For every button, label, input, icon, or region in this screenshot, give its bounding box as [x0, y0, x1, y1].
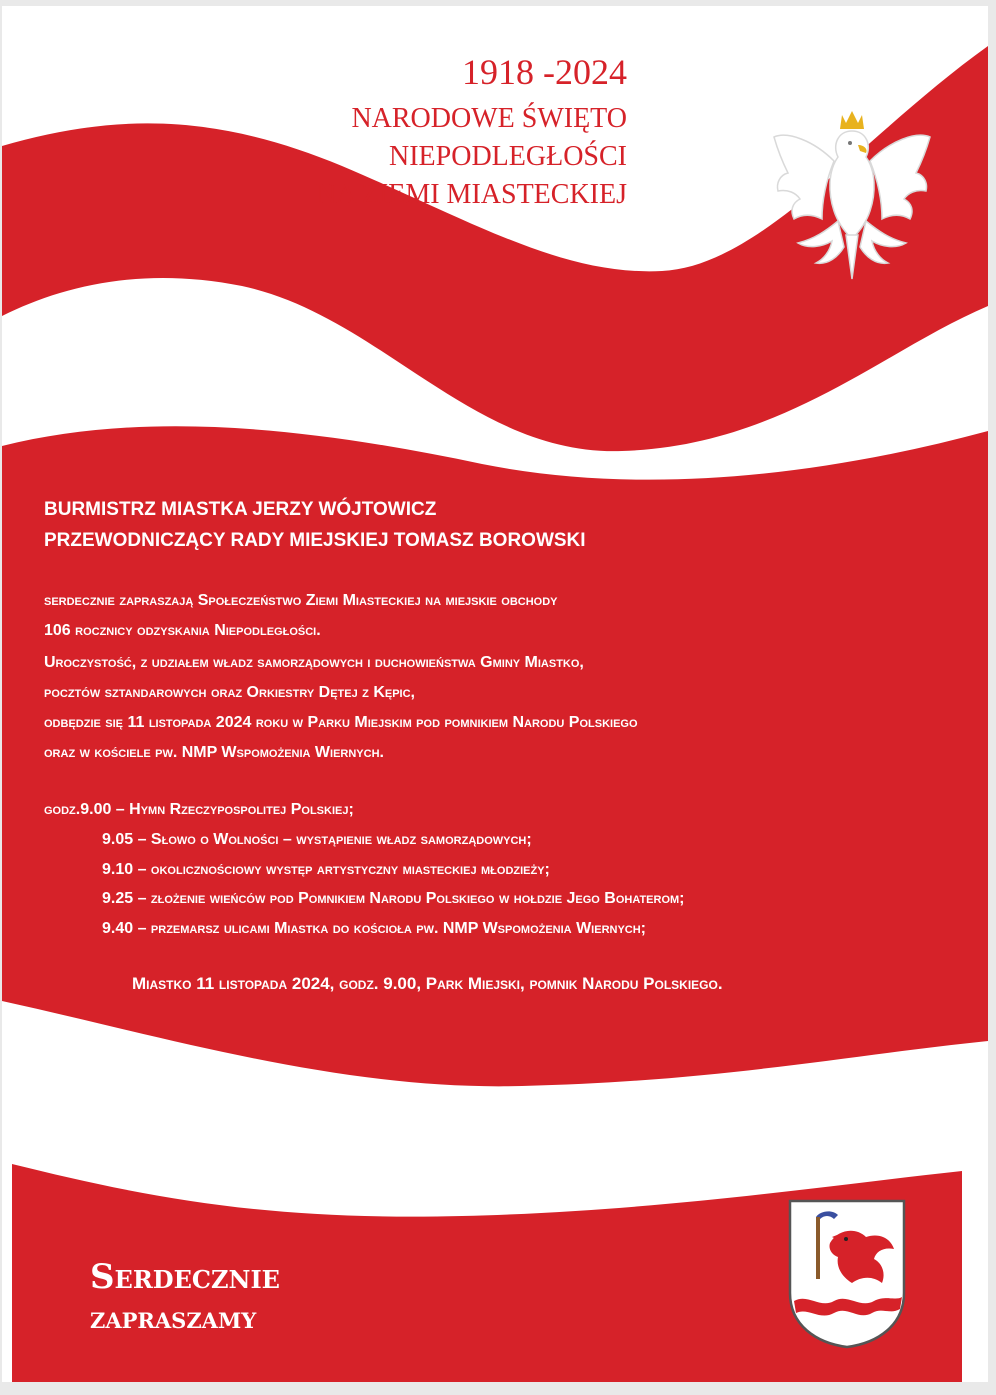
invitation-line-2: 106 rocznicy odzyskania Niepodległości. [44, 622, 321, 639]
program-item-3: 9.10 – okolicznościowy występ artystyczny miasteckiej młodzieży; [102, 861, 550, 878]
polish-eagle-emblem-icon [768, 101, 936, 281]
poster-sheet [2, 6, 988, 1382]
program-item-2: 9.05 – Słowo o Wolności – wystąpienie władz samorządowych; [102, 831, 532, 848]
cta-line-2: zapraszamy [90, 1301, 257, 1336]
invitation-line-4: pocztów sztandarowych oraz Orkiestry Dętej z Kępic, [44, 684, 416, 701]
program-item-5: 9.40 – przemarsz ulicami Miastka do kościoła pw. NMP Wspomożenia Wiernych; [102, 920, 647, 937]
invitation-line-5: odbędzie się 11 listopada 2024 roku w Parku Miejskim pod pomnikiem Narodu Polskiego [44, 714, 638, 731]
program-item-4: 9.25 – złożenie wieńców pod Pomnikiem Narodu Polskiego w hołdzie Jego Bohaterom; [102, 890, 685, 907]
invitation-line-1: serdecznie zapraszają Społeczeństwo Ziemi Miasteckiej na miejskie obchody [44, 592, 558, 609]
header-title-line-3: NA ZIEMI MIASTECKIEJ [315, 179, 627, 210]
header-title-line-2: NIEPODLEGŁOŚCI [389, 141, 627, 172]
event-summary: Miastko 11 listopada 2024, godz. 9.00, Park Miejski, pomnik Narodu Polskiego. [132, 974, 723, 993]
program-item-1: godz.9.00 – Hymn Rzeczypospolitej Polskiej; [44, 801, 354, 818]
cta-line-1: Serdecznie [90, 1257, 280, 1297]
miastko-coat-of-arms-icon [786, 1197, 908, 1349]
header-title-line-1: NARODOWE ŚWIĘTO [351, 103, 627, 134]
crown-icon [840, 111, 864, 129]
header-years: 1918 -2024 [462, 52, 627, 92]
invitation-line-3: Uroczystość, z udziałem władz samorządowych i duchowieństwa Gminy Miastko, [44, 654, 584, 671]
organizer-mayor: BURMISTRZ MIASTKA JERZY WÓJTOWICZ [44, 499, 437, 520]
organizer-council-chair: PRZEWODNICZĄCY RADY MIEJSKIEJ TOMASZ BOROWSKI [44, 530, 586, 551]
invitation-line-6: oraz w kościele pw. NMP Wspomożenia Wiernych. [44, 744, 384, 761]
